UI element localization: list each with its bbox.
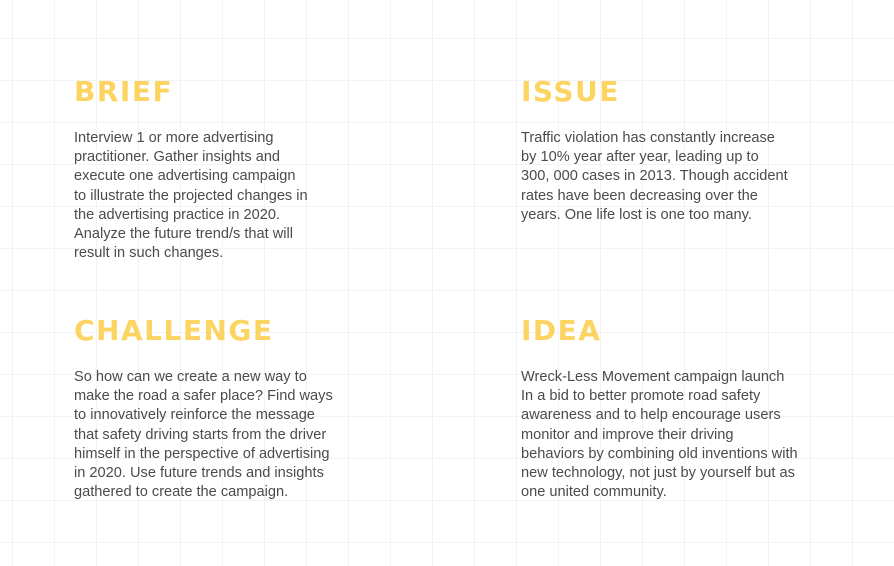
challenge-heading: CHALLENGE — [74, 314, 274, 347]
issue-body: Traffic violation has constantly increase by 10% year after year, leading up to 300, 000 cases in 2013. Though accident rates have been decreasing over the years. One life lost is one too many. — [521, 130, 788, 223]
challenge-body: So how can we create a new way to make the road a safer place? Find ways to innovatively reinforce the message that safety driving starts from the driver himself in the perspective of advertising in 2020. Use future trends and insights gathered to create the campaign. — [74, 369, 333, 501]
brief-body: Interview 1 or more advertising practitioner. Gather insights and execute one advertising campaign to illustrate the projected changes in the advertising practice in 2020. Analyze the future trend/s that will result in such changes. — [74, 130, 308, 262]
idea-heading: IDEA — [521, 314, 602, 347]
idea-body: Wreck-Less Movement campaign launch In a bid to better promote road safety awareness and to help encourage users monitor and improve their driving behaviors by combining old inventions with new technology, not just by yourself but as one united community. — [521, 369, 798, 501]
brief-heading: BRIEF — [74, 75, 174, 108]
brief-section — [74, 77, 308, 263]
idea-section — [521, 316, 798, 502]
issue-heading: ISSUE — [521, 75, 620, 108]
issue-section — [521, 77, 788, 225]
challenge-section — [74, 316, 333, 502]
